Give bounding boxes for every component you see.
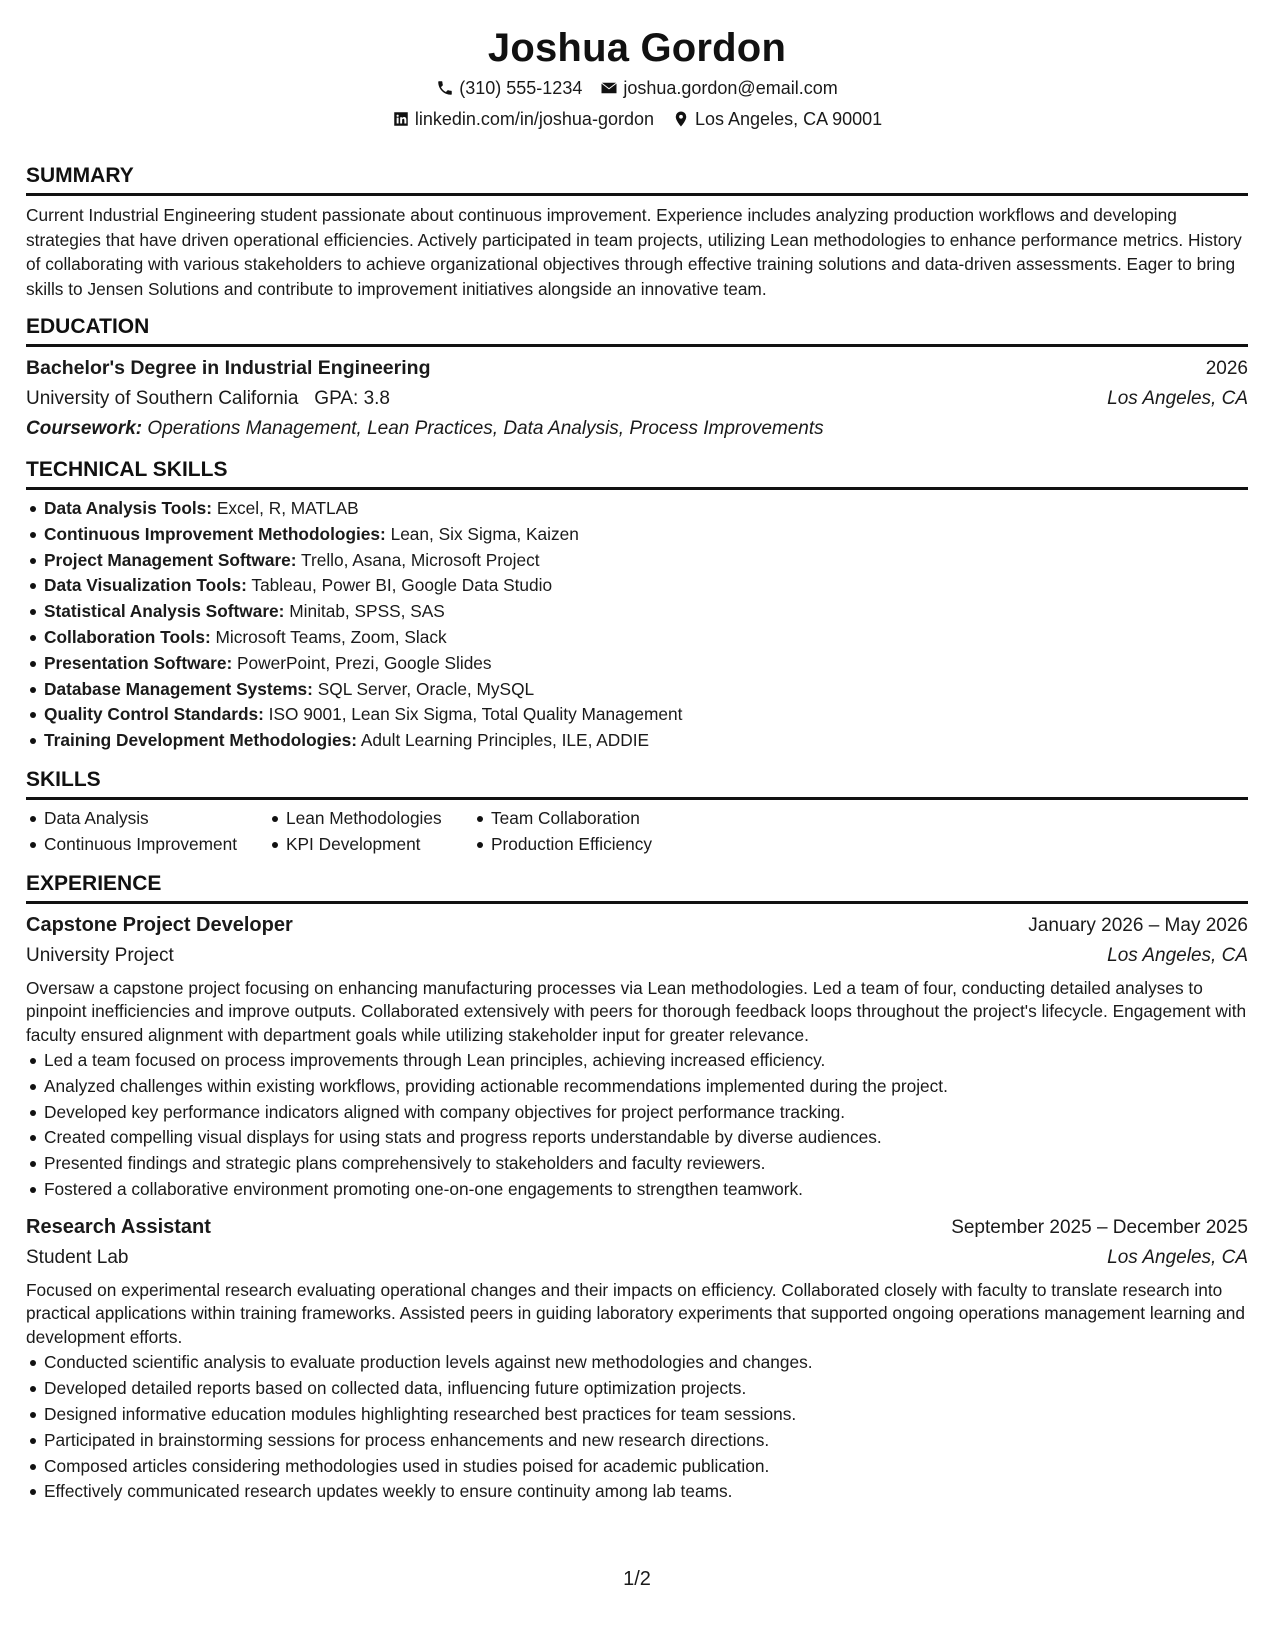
skill-values: Microsoft Teams, Zoom, Slack	[210, 626, 447, 647]
job-title: Research Assistant	[26, 1215, 211, 1238]
list-item: Created compelling visual displays for using stats and progress reports understandable by diverse audiences.	[26, 1125, 1248, 1151]
skill-values: Trello, Asana, Microsoft Project	[296, 549, 540, 570]
skills-column-3	[473, 806, 713, 858]
list-item: Continuous Improvement	[26, 832, 268, 858]
skill-values: Minitab, SPSS, SAS	[284, 601, 445, 622]
job-subheader	[26, 1243, 1248, 1273]
list-item	[26, 702, 1248, 728]
list-item	[26, 677, 1248, 703]
job-location: Los Angeles, CA	[1107, 944, 1248, 966]
list-item: Fostered a collaborative environment promoting one-on-one engagements to strengthen teamwork.	[26, 1177, 1248, 1203]
job-org: University Project	[26, 944, 174, 966]
skill-category: Statistical Analysis Software:	[44, 601, 285, 622]
contact-email[interactable]	[600, 76, 837, 100]
list-item: Effectively communicated research updates weekly to ensure continuity among lab teams.	[26, 1479, 1248, 1505]
summary-section	[26, 163, 1248, 301]
envelope-icon	[600, 79, 618, 97]
graduation-year: 2026	[1205, 358, 1248, 379]
skills-section	[26, 767, 1248, 858]
job-entry	[26, 1212, 1248, 1505]
coursework-label: Coursework:	[26, 418, 143, 439]
location-text: Los Angeles, CA 90001	[695, 109, 883, 129]
list-item: Participated in brainstorming sessions for process enhancements and new research directions.	[26, 1428, 1248, 1454]
list-item: Analyzed challenges within existing workflows, providing actionable recommendations implemented during the project.	[26, 1074, 1248, 1100]
skills-column-2	[268, 806, 473, 858]
list-item: Team Collaboration	[473, 806, 713, 832]
map-pin-icon	[672, 110, 690, 128]
job-subheader	[26, 941, 1248, 971]
contact-location	[672, 107, 882, 131]
list-item: Production Efficiency	[473, 832, 713, 858]
job-description: Oversaw a capstone project focusing on enhancing manufacturing processes via Lean methodologies. Led a team of four, conducting detailed analyses to pinpoint inefficiencies and improve outputs. Collaborated extensively with peers for thorough feedback loops throughout the project's lifecycle. Engagement with faculty ensured alignment with department goals while utilizing stakeholder input for greater relevance.	[26, 977, 1247, 1045]
education-row-2	[26, 384, 1248, 414]
job-bullets	[26, 1048, 1248, 1203]
skill-category: Collaboration Tools:	[44, 626, 211, 647]
coursework-list: Operations Management, Lean Practices, Data Analysis, Process Improvements	[142, 418, 824, 439]
job-entry	[26, 910, 1248, 1203]
education-entry	[26, 353, 1248, 444]
page-number: 1/2	[623, 1568, 651, 1590]
list-item: Data Analysis	[26, 806, 268, 832]
section-title-technical-skills: TECHNICAL SKILLS	[26, 457, 1248, 490]
list-item: KPI Development	[268, 832, 473, 858]
list-item	[26, 496, 1248, 522]
list-item	[26, 522, 1248, 548]
skill-category: Quality Control Standards:	[44, 704, 264, 725]
technical-skills-section	[26, 457, 1248, 754]
education-row-1	[26, 353, 1248, 384]
school-location: Los Angeles, CA	[1107, 388, 1248, 409]
job-dates: September 2025 – December 2025	[951, 1216, 1248, 1238]
list-item: Presented findings and strategic plans comprehensively to stakeholders and faculty reviewers.	[26, 1151, 1248, 1177]
skills-column-1	[26, 806, 268, 858]
skill-values: ISO 9001, Lean Six Sigma, Total Quality Management	[263, 704, 683, 725]
skill-values: Adult Learning Principles, ILE, ADDIE	[357, 730, 650, 751]
skill-values: Tableau, Power BI, Google Data Studio	[246, 575, 553, 596]
list-item: Led a team focused on process improvements through Lean principles, achieving increased efficiency.	[26, 1048, 1248, 1074]
job-location: Los Angeles, CA	[1107, 1246, 1248, 1268]
skill-values: Excel, R, MATLAB	[212, 498, 359, 518]
coursework-line	[26, 414, 1248, 444]
skill-category: Data Visualization Tools:	[44, 575, 247, 596]
contact-line-1	[26, 76, 1248, 100]
contact-phone	[436, 76, 582, 100]
section-title-education: EDUCATION	[26, 314, 1248, 347]
skill-category: Database Management Systems:	[44, 678, 313, 699]
summary-text: Current Industrial Engineering student passionate about continuous improvement. Experience includes analyzing production workflows and developing strategies that have driven operational efficiencies. Actively participated in team projects, utilizing Lean methodologies to enhance performance metrics. History of collaborating with various stakeholders to achieve organizational objectives through effective training solutions and data-driven assessments. Eager to bring skills to Jensen Solutions and contribute to improvement initiatives alongside an innovative team.	[26, 205, 1242, 299]
experience-section	[26, 871, 1248, 1506]
skill-category: Training Development Methodologies:	[44, 730, 358, 751]
list-item: Composed articles considering methodologies used in studies poised for academic publication.	[26, 1454, 1248, 1480]
list-item	[26, 573, 1248, 599]
list-item	[26, 548, 1248, 574]
technical-skills-list	[26, 496, 1248, 754]
list-item: Developed key performance indicators aligned with company objectives for project performance tracking.	[26, 1100, 1248, 1126]
job-header	[26, 1212, 1248, 1243]
section-title-summary: SUMMARY	[26, 163, 1248, 196]
job-org: Student Lab	[26, 1246, 129, 1268]
contact-linkedin[interactable]	[392, 107, 654, 131]
list-item	[26, 728, 1248, 754]
section-title-experience: EXPERIENCE	[26, 871, 1248, 904]
section-title-skills: SKILLS	[26, 767, 1248, 800]
list-item	[26, 651, 1248, 677]
linkedin-icon	[392, 110, 410, 128]
skill-values: PowerPoint, Prezi, Google Slides	[232, 652, 492, 673]
job-dates: January 2026 – May 2026	[1028, 914, 1248, 936]
skills-grid	[26, 806, 1248, 858]
list-item	[26, 625, 1248, 651]
job-title: Capstone Project Developer	[26, 913, 293, 936]
phone-icon	[436, 79, 454, 97]
degree-title: Bachelor's Degree in Industrial Engineering	[26, 357, 431, 379]
contact-line-2	[26, 107, 1248, 131]
list-item	[26, 599, 1248, 625]
candidate-name: Joshua Gordon	[487, 26, 787, 70]
skill-category: Presentation Software:	[44, 652, 233, 673]
job-header	[26, 910, 1248, 941]
skill-category: Project Management Software:	[44, 549, 297, 570]
job-description: Focused on experimental research evaluating operational changes and their impacts on efficiency. Collaborated closely with faculty to translate research into practical applications within training frameworks. Assisted peers in guiding laboratory experiments that supported ongoing operations management learning and development efforts.	[26, 1279, 1246, 1347]
job-bullets	[26, 1350, 1248, 1505]
phone-text: (310) 555-1234	[459, 78, 583, 98]
skill-values: SQL Server, Oracle, MySQL	[312, 678, 535, 699]
education-section	[26, 314, 1248, 444]
school-gpa: University of Southern California GPA: 3.8	[26, 388, 390, 409]
email-link[interactable]: joshua.gordon@email.com	[623, 78, 838, 98]
list-item: Conducted scientific analysis to evaluate production levels against new methodologies and changes.	[26, 1350, 1248, 1376]
skill-values: Lean, Six Sigma, Kaizen	[385, 523, 579, 544]
resume-page	[26, 0, 1248, 1650]
list-item: Designed informative education modules highlighting researched best practices for team sessions.	[26, 1402, 1248, 1428]
skill-category: Continuous Improvement Methodologies:	[44, 523, 386, 544]
linkedin-link[interactable]: linkedin.com/in/joshua-gordon	[414, 109, 654, 129]
skill-category: Data Analysis Tools:	[44, 498, 213, 518]
list-item: Developed detailed reports based on collected data, influencing future optimization projects.	[26, 1376, 1248, 1402]
list-item: Lean Methodologies	[268, 806, 473, 832]
